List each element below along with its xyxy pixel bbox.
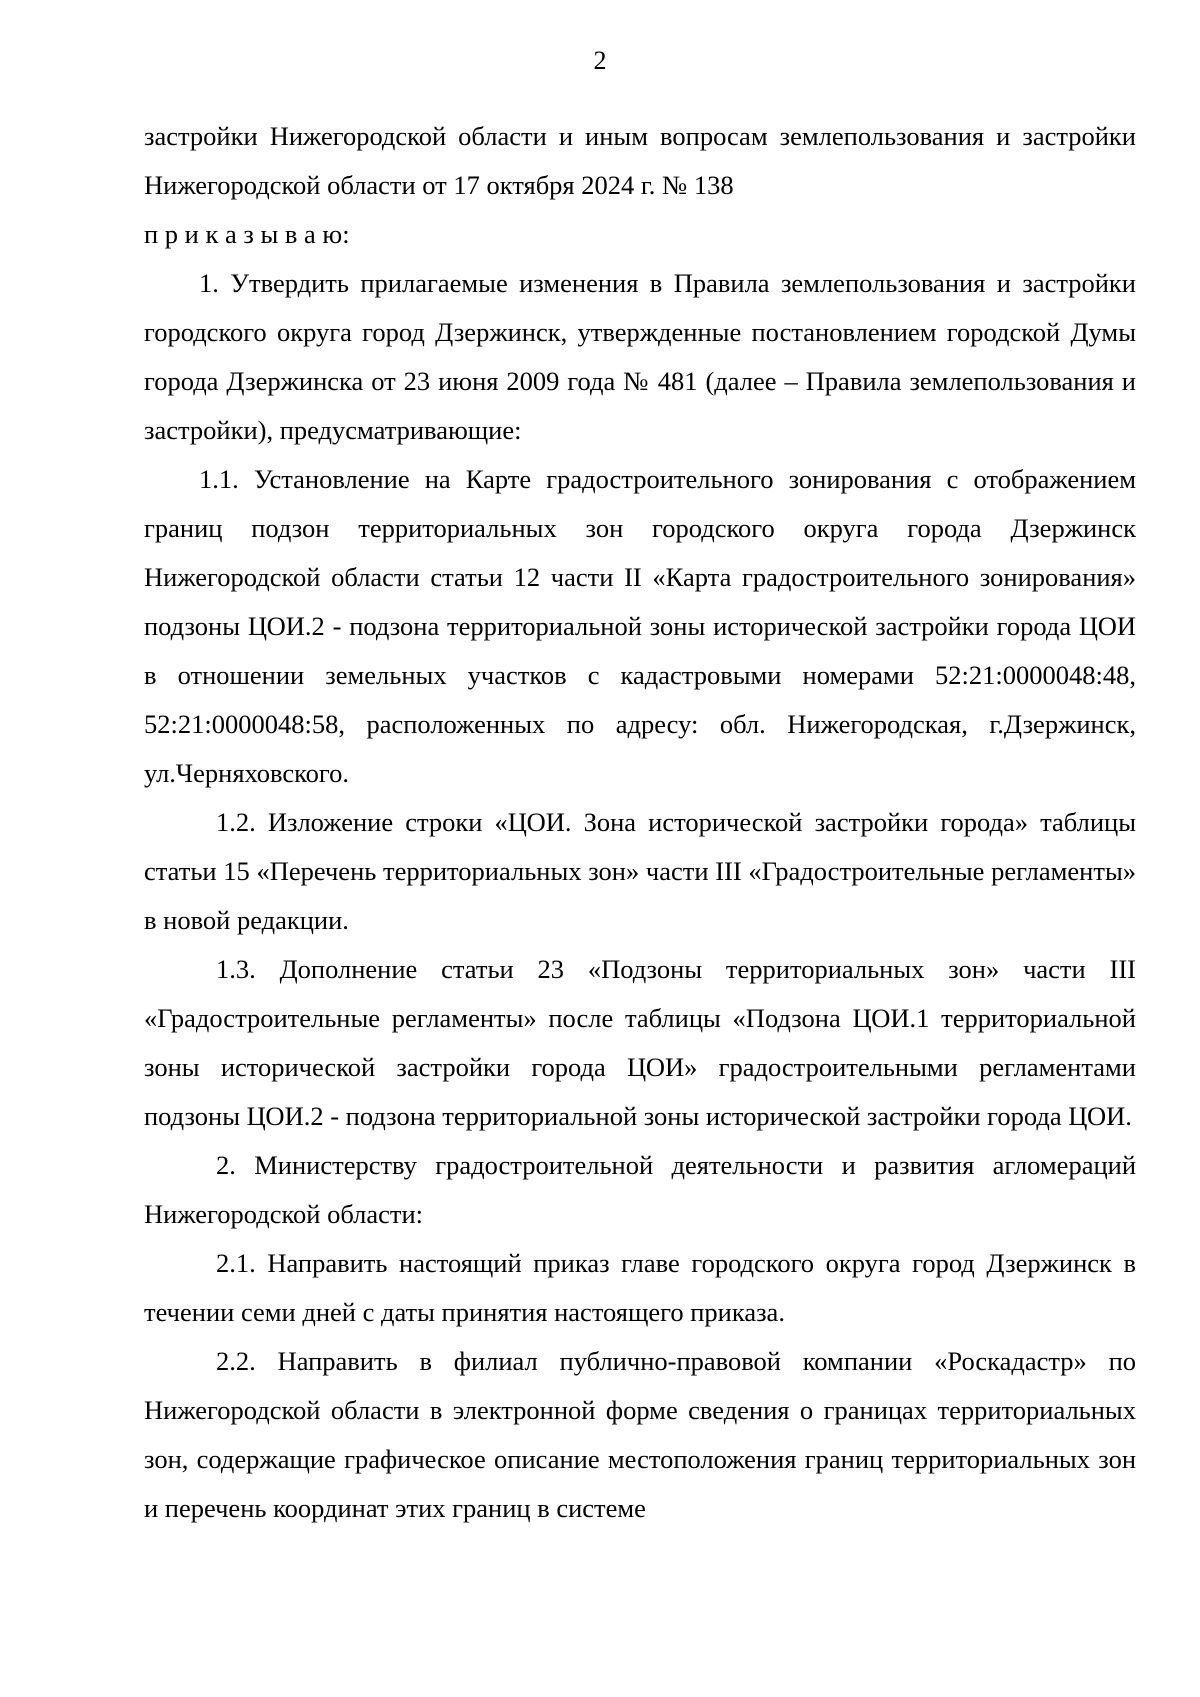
paragraph-item-2-2: 2.2. Направить в филиал публично-правовой компании «Роскадастр» по Нижегородской области в электронной форме сведения о границах территориальных зон, содержащие графическое описание местоположения границ территориальных зон и перечень координат этих границ в системе <box>144 1346 1136 1523</box>
paragraph-order-word: п р и к а з ы в а ю: <box>144 219 350 249</box>
paragraph-item-1-3: 1.3. Дополнение статьи 23 «Подзоны территориальных зон» части III «Градостроительные регламенты» после таблицы «Подзона ЦОИ.1 территориальной зоны исторической застройки города ЦОИ» градостроительными регламентами подзоны ЦОИ.2 - подзона территориальной зоны исторической застройки города ЦОИ. <box>144 954 1136 1131</box>
paragraph-item-2: 2. Министерству градостроительной деятельности и развития агломераций Нижегородской области: <box>144 1150 1136 1229</box>
paragraph-item-2-1: 2.1. Направить настоящий приказ главе городского округа город Дзержинск в течении семи дней с даты принятия настоящего приказа. <box>144 1248 1136 1327</box>
paragraph-item-1-1: 1.1. Установление на Карте градостроительного зонирования с отображением границ подзон территориальных зон городского округа города Дзержинск Нижегородской области статьи 12 части II «Карта градостроительного зонирования» подзоны ЦОИ.2 - подзона территориальной зоны исторической застройки города ЦОИ в отношении земельных участков с кадастровыми номерами 52:21:0000048:48, 52:21:0000048:58, расположенных по адресу: обл. Нижегородская, г.Дзержинск, ул.Черняховского. <box>144 464 1136 788</box>
paragraph-item-1-2: 1.2. Изложение строки «ЦОИ. Зона исторической застройки города» таблицы статьи 15 «Перечень территориальных зон» части III «Градостроительные регламенты» в новой редакции. <box>144 807 1136 935</box>
paragraph-item-1: 1. Утвердить прилагаемые изменения в Правила землепользования и застройки городского округа город Дзержинск, утвержденные постановлением городской Думы города Дзержинска от 23 июня 2009 года № 481 (далее – Правила землепользования и застройки), предусматривающие: <box>144 268 1136 445</box>
paragraph-intro-continuation: застройки Нижегородской области и иным вопросам землепользования и застройки Нижегородской области от 17 октября 2024 г. № 138 <box>144 121 1136 200</box>
page-number: 2 <box>593 46 607 75</box>
document-body <box>144 112 1136 1533</box>
